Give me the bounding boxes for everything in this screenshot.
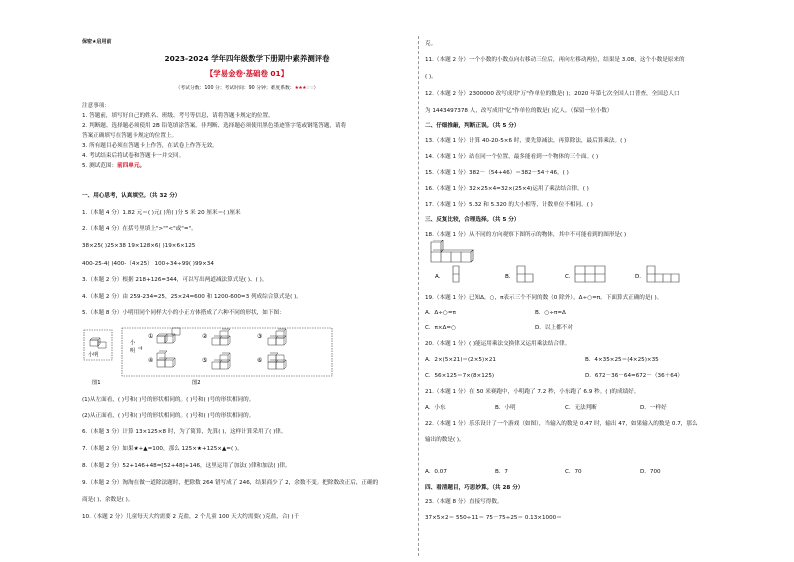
question-8: 8.（本题 2 分）52+146+48=[52+48]+146，这里运用了加法( )律和加法( )律。 (82, 463, 291, 469)
scope-label: 5. 测试范围： (82, 163, 118, 169)
figure-num-4: ④ (148, 357, 154, 364)
q22-option-b: B．7 (495, 469, 508, 475)
q19-option-b: B．○÷π=Δ (535, 310, 566, 316)
q18-shape-a (453, 266, 459, 282)
note-3: 3. 所有题目必须在答题卡上作答，在试卷上作答无效。 (82, 143, 218, 149)
q18-shape-c (575, 266, 605, 282)
q18-option-b: B. (505, 274, 511, 280)
question-9: 9.（本题 2 分）淘淘在做一道除法题时，把除数 264 错写成了 246，结果商少了 2，余数不变。把除数改正后，正确的 (82, 480, 379, 486)
question-23-row: 37×5×2＝ 550÷11＝ 75－75÷25＝ 0.13×1000＝ (425, 515, 562, 521)
column-divider (418, 36, 419, 556)
q18-option-c: C. (565, 274, 571, 280)
exam-subtitle: 【学易金卷·基础卷 01】 (205, 69, 289, 78)
q20-option-b: B．4×35×25＝(4×25)×35 (585, 357, 659, 363)
section-4-heading: 四、看清题目，巧思妙算。（共 28 分） (425, 485, 524, 491)
q18-shape-d (647, 266, 679, 282)
question-5-figure (82, 322, 412, 388)
q20-option-c: C．56×125＝7×(8×125) (425, 373, 495, 379)
q22-option-d: D．700 (640, 469, 661, 475)
stars-empty: ☆☆ (306, 86, 314, 91)
question-4: 4.（本题 2 分）由 259-234=25，25×24=600 和 1200-600=3 列成综合算式是( )。 (82, 294, 302, 300)
figure-person-label: 小明 (88, 352, 99, 358)
question-18-figures (425, 240, 755, 290)
q21-option-d: D．一样好 (640, 405, 667, 411)
figure-2-label: 图2 (192, 380, 201, 386)
question-16: 16.（本题 1 分）32×25×4=32×(25×4)运用了乘法结合律。( ) (425, 186, 589, 192)
section-1-heading: 一、用心思考，认真填空。（共 32 分） (82, 193, 181, 199)
question-22-b: 输出的数是( )。 (425, 437, 465, 443)
question-5: 5.（本题 8 分）小明用同个同样大小的小正方体搭成了六种不同的形状，如下图： (82, 310, 285, 316)
right-column (425, 0, 755, 562)
question-2: 2.（本题 4 分）在括号里填上">""<"或"="。 (82, 226, 197, 232)
notes-heading: 注意事项： (82, 103, 110, 109)
question-19: 19.（本题 1 分）已知Δ，○，π表示三个不同的数（0 除外），Δ÷○=π。下面算式正确的是( )。 (425, 295, 663, 301)
difficulty-stars (295, 86, 314, 91)
figure-2-person-label-2: 明 (130, 348, 136, 354)
q19-option-a: A．Δ÷○=π (425, 310, 456, 316)
exam-title: 2023-2024 学年四年级数学下册期中素养测评卷 (164, 54, 330, 63)
question-2-row-2: 400-25-4( )400-（4×25） 100÷34÷99( )99×34 (82, 261, 214, 267)
question-14: 14.（本题 1 分）站在同一个位置，最多能看到一个物体的三个面。( ) (425, 154, 599, 160)
question-7: 7.（本题 2 分）如果★+▲=100，那么 125×★+125×▲=( )。 (82, 446, 243, 452)
question-3: 3.（本题 2 分）根据 218+126=344，可以写出两道减法算式是( )、( )。 (82, 277, 268, 283)
q18-shape-b (517, 266, 533, 282)
q19-option-d: D．以上都不对 (535, 325, 573, 331)
question-13: 13.（本题 1 分）计算 40-20-5×6 时，要先算减法，再算除法，最后算乘法。( ) (425, 138, 627, 144)
scope-value: 前四单元。 (117, 163, 146, 169)
figure-num-3: ③ (257, 333, 263, 340)
secret-label: 保密★启用前 (82, 39, 112, 45)
exam-meta-text: （考试分数：100 分；考试时间：90 分钟；难度系数： (175, 86, 295, 91)
exam-meta (82, 87, 412, 92)
note-2: 2. 判断题、选择题必须使用 2B 铅笔填涂答案，非判断、选择题必须使用黑色墨迹签字笔或钢笔答题，请将 (82, 123, 347, 129)
question-18: 18.（本题 1 分）从不同的方向观察下图所示的物体，其中不可能看到的图形是( ) (425, 232, 627, 238)
section-2-heading: 二、仔细推敲，判断正误。（共 5 分） (425, 123, 520, 129)
question-1: 1.（本题 4 分）1.82 元＝( )元( )角( )分 5 米 20 厘米＝( )厘米 (82, 210, 241, 216)
section-3-heading: 三、反复比较，合理选择。（共 5 分） (425, 217, 520, 223)
q22-option-a: A．0.07 (425, 469, 447, 475)
figure-num-5: ⑤ (202, 357, 208, 364)
figure-1 (84, 330, 112, 386)
q10-continuation: 克。 (425, 41, 437, 47)
note-2b: 答案正确填写在答题卡规定的位置上。 (82, 133, 178, 139)
question-6: 6.（本题 3 分）计算 13×125×8 时，为了简算，先算( )，这样计算采用了( )律。 (82, 429, 287, 435)
figure-2-person-label: 小 (130, 340, 136, 346)
question-21: 21.（本题 1 分）在 50 米赛跑中，小明跑了 7.2 秒，小东跑了 6.9 秒。( )的成绩好。 (425, 389, 640, 395)
question-12: 12.（本题 2 分）2300000 改写成用"万"作单位的数是( )；2020 年第七次全国人口普查，全国总人口 (425, 91, 680, 97)
question-12-b: 为 1443497378 人，改写成用"亿"作单位的数是( )亿人。（保留一位小数） (425, 108, 613, 114)
question-5-b: (2)从正面看，( )号和( )号的形状相同的。( )号和( )号的形状相同的。 (82, 413, 255, 419)
q21-option-a: A．小东 (425, 405, 446, 411)
note-5 (82, 164, 145, 170)
left-column (82, 0, 412, 562)
q21-option-b: B．小明 (495, 405, 516, 411)
q20-option-d: D．672－36－64=672－（36＋64） (585, 373, 683, 379)
q19-option-c: C．π×Δ=○ (425, 325, 456, 331)
question-2-row-1: 38×25( )25×38 19×128×6( )19×6×125 (82, 243, 196, 249)
figure-num-6: ⑥ (257, 357, 263, 364)
cube-drawings (157, 328, 286, 369)
question-9-b: 商是( )，余数是( )。 (82, 497, 134, 503)
note-4: 4. 考试结束后将试卷和答题卡一并交回。 (82, 153, 185, 159)
figure-num-1: ① (148, 333, 154, 340)
q20-option-a: A．2×(5×21)＝(2×5)×21 (425, 357, 496, 363)
q18-object (431, 240, 473, 262)
stars-filled: ★★★ (294, 86, 307, 91)
q18-option-a: A. (435, 274, 441, 280)
figure-2 (122, 328, 332, 386)
figure-num-2: ② (202, 333, 208, 340)
question-20: 20.（本题 1 分）( )能运用乘法交换律又运用乘法结合律。 (425, 341, 571, 347)
q18-option-d: D. (635, 274, 642, 280)
question-23: 23.（本题 8 分）直接写得数。 (425, 499, 503, 505)
question-15: 15.（本题 1 分）382－（54+46）＝382－54＋46。( ) (425, 170, 569, 176)
figure-1-label: 图1 (92, 380, 101, 386)
exam-meta-close: ） (313, 86, 319, 91)
question-5-a: (1)从左面看，( )号和( )号的形状相同的。( )号和( )号的形状相同的。 (82, 397, 255, 403)
question-22: 22.（本题 1 分）乐乐设计了一个游戏（如图），当输入的数是 0.47 时，输出 47，如果输入的数是 0.7，那么 (425, 421, 698, 427)
question-11: 11.（本题 2 分）一个小数的小数点向右移动三位后，再向左移动两位，结果是 3.08，这个小数是原来的 (425, 57, 685, 63)
note-1: 1. 答题前，填写好自己的姓名、班级、考号等信息，请将答题卡规定的位置。 (82, 113, 274, 119)
q21-option-c: C．无法判断 (565, 405, 597, 411)
question-10: 10.（本题 2 分）儿童每天大约需要 2 克盐，2 个儿童 100 天大约需要( )克盐，合( )千 (82, 514, 300, 520)
question-17: 17.（本题 1 分）5.32 和 5.320 的大小相等，计数单位不相同。( ) (425, 202, 593, 208)
question-11-b: ( )。 (425, 74, 437, 80)
q22-option-c: C．70 (565, 469, 582, 475)
